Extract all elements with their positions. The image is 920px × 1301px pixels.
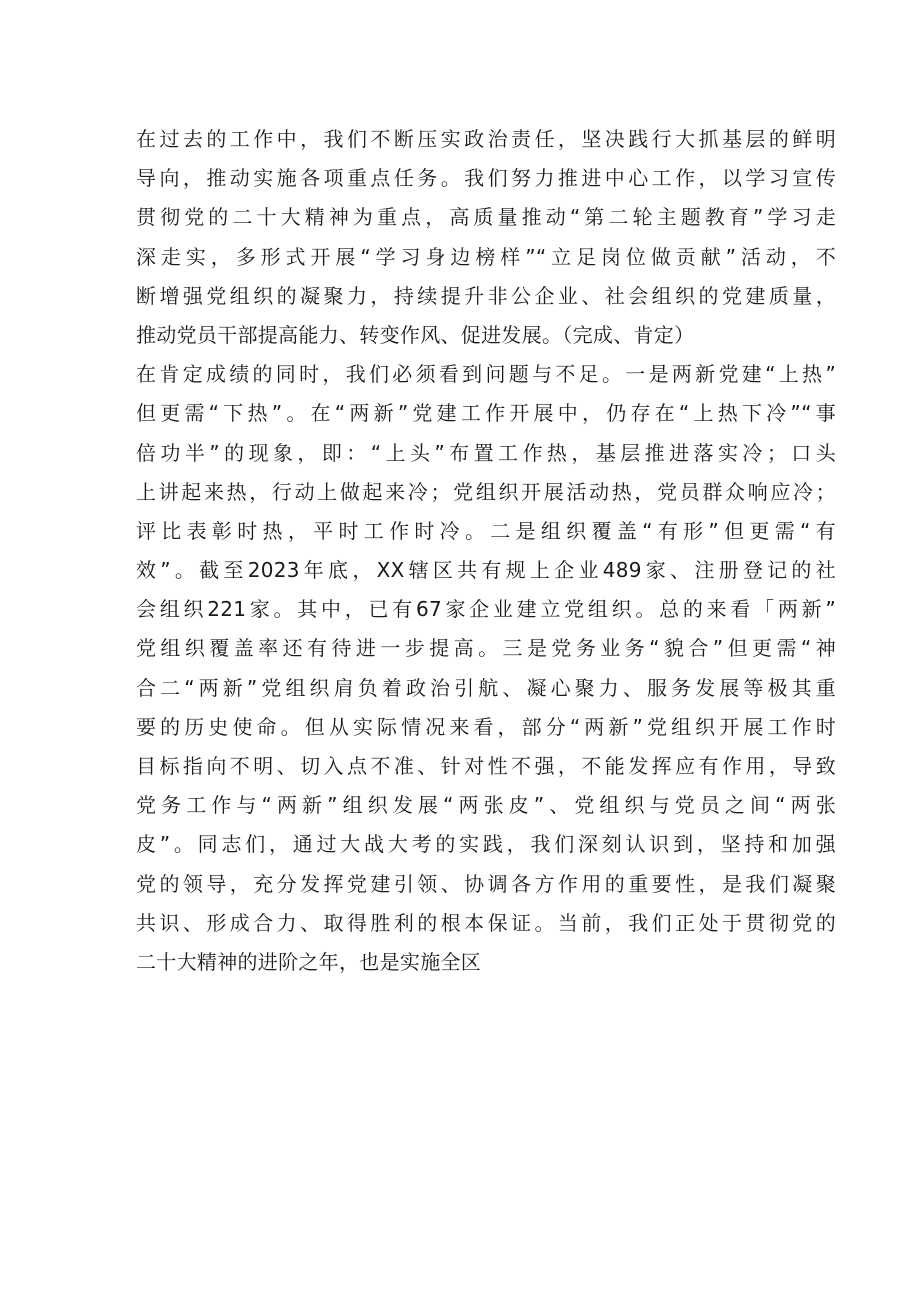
text-line-1: 在过去的工作中，我们不断压实政治责任，坚决践行大抓基层的鲜明 — [136, 127, 836, 151]
text-line-2: 导向，推动实施各项重点任务。我们努力推进中心工作，以学习宣传 — [136, 166, 836, 191]
text-line-13: 会组织221家。其中，已有67家企业建立党组织。总的来看「两新” — [136, 597, 836, 622]
body-text — [136, 120, 836, 982]
text-line-14: 党组织覆盖率还有待进一步提高。三是党务业务“貌合”但更需“神 — [136, 636, 836, 661]
text-line-8: 但更需“下热”。在“两新”党建工作开展中，仍存在“上热下冷”“事 — [136, 401, 836, 426]
text-line-3: 贯彻党的二十大精神为重点，高质量推动“第二轮主题教育”学习走 — [136, 205, 836, 230]
text-line-11: 评比表彰时热，平时工作时冷。二是组织覆盖“有形”但更需“有 — [136, 518, 836, 543]
text-line-19: 皮”。同志们，通过大战大考的实践，我们深刻认识到，坚持和加强 — [136, 832, 836, 857]
text-line-17: 目标指向不明、切入点不准、针对性不强，不能发挥应有作用，导致 — [136, 754, 836, 778]
text-line-6: 推动党员干部提高能力、转变作风、促进发展。（完成、肯定） — [136, 322, 695, 347]
text-line-18: 党务工作与“两新”组织发展“两张皮”、党组织与党员之间“两张 — [136, 793, 836, 818]
text-line-7: 在肯定成绩的同时，我们必须看到问题与不足。一是两新党建“上热” — [136, 362, 836, 387]
text-line-12: 效”。截至2023年底，XX辖区共有规上企业489家、注册登记的社 — [136, 558, 836, 583]
text-line-9: 倍功半”的现象，即：“上头”布置工作热，基层推进落实冷；口头 — [136, 440, 836, 465]
text-line-4: 深走实，多形式开展“学习身边榜样”“立足岗位做贡献”活动，不 — [136, 244, 836, 269]
text-line-20: 党的领导，充分发挥党建引领、协调各方作用的重要性，是我们凝聚 — [136, 871, 836, 896]
text-line-5: 断增强党组织的凝聚力，持续提升非公企业、社会组织的党建质量， — [136, 283, 836, 308]
text-line-22: 二十大精神的进阶之年，也是实施全区 — [136, 949, 482, 974]
text-line-21: 共识、形成合力、取得胜利的根本保证。当前，我们正处于贯彻党的 — [136, 910, 836, 935]
text-line-15: 合二“两新”党组织肩负着政治引航、凝心聚力、服务发展等极其重 — [136, 675, 836, 700]
text-line-10: 上讲起来热，行动上做起来冷；党组织开展活动热，党员群众响应冷； — [136, 479, 836, 504]
text-line-16: 要的历史使命。但从实际情况来看，部分“两新”党组织开展工作时 — [136, 714, 836, 739]
